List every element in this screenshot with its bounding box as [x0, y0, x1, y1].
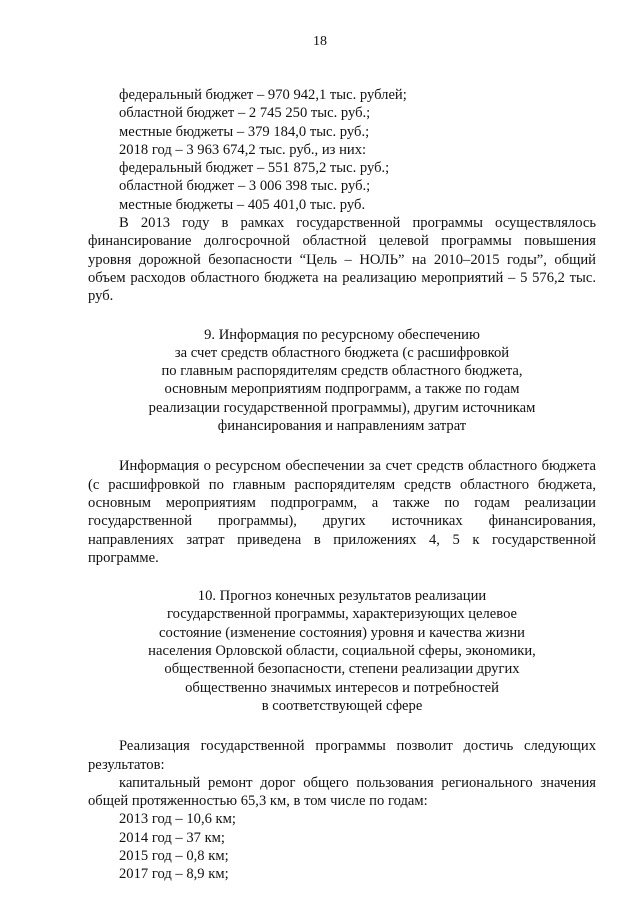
year-item: 2014 год – 37 км; [119, 829, 225, 846]
page-content [88, 86, 596, 884]
budget-list [88, 86, 596, 214]
budget-line: местные бюджеты – 379 184,0 тыс. руб.; [119, 123, 370, 140]
year-item: 2017 год – 8,9 км; [119, 866, 229, 883]
section-9-heading [88, 326, 596, 436]
heading-line: государственной программы, характеризующих целевое [166, 606, 518, 623]
heading-line: общественно значимых интересов и потребностей [185, 679, 499, 696]
budget-line: 2018 год – 3 963 674,2 тыс. руб., из них: [119, 141, 367, 158]
budget-line: федеральный бюджет – 970 942,1 тыс. рублей; [119, 87, 407, 103]
budget-line: областной бюджет – 2 745 250 тыс. руб.; [119, 105, 371, 122]
budget-line: федеральный бюджет – 551 875,2 тыс. руб.; [119, 160, 390, 177]
paragraph-2013: В 2013 году в рамках государственной программы осуществлялось финансирование долгосрочной областной целевой программы повышения уровня дорожной безопасности “Цель – НОЛЬ” на 2010–2015 годы”, общий объем расходов областного бюджета на реализацию мероприятий – 5 576,2 тыс. руб. [88, 215, 596, 305]
heading-line: общественной безопасности, степени реализации других [164, 661, 520, 678]
section-10-repair-text: капитальный ремонт дорог общего пользования регионального значения общей протяженностью 65,3 км, в том числе по годам: [88, 774, 596, 810]
heading-line: по главным распорядителям средств областного бюджета, [161, 363, 523, 380]
year-item: 2015 год – 0,8 км; [119, 847, 229, 864]
heading-line: за счет средств областного бюджета (с расшифровкой [174, 344, 510, 361]
heading-line: состояние (изменение состояния) уровня и качества жизни [159, 624, 525, 641]
section-9-text: Информация о ресурсном обеспечении за счет средств областного бюджета (с расшифровкой по главным распорядителям средств областного бюджета, основным мероприятиям подпрограмм, а также по годам реализации государственной программы), других источниках финансирования, направлениях затрат приведена в приложениях 4, 5 к государственной программе. [88, 458, 596, 566]
budget-line: областной бюджет – 3 006 398 тыс. руб.; [119, 178, 371, 195]
year-item: 2013 год – 10,6 км; [119, 811, 236, 828]
heading-line: 9. Информация по ресурсному обеспечению [204, 326, 480, 343]
heading-line: населения Орловской области, социальной сферы, экономики, [148, 643, 536, 660]
heading-line: в соответствующей сфере [261, 697, 423, 714]
years-list [88, 810, 596, 883]
page-number: 18 [313, 34, 327, 49]
heading-line: реализации государственной программы), другим источникам [148, 399, 536, 416]
section-10-heading [88, 587, 596, 715]
heading-line: 10. Прогноз конечных результатов реализации [197, 588, 487, 605]
heading-line: основным мероприятиям подпрограмм, а также по годам [164, 381, 520, 398]
budget-line: местные бюджеты – 405 401,0 тыс. руб. [119, 196, 366, 213]
section-10-intro: Реализация государственной программы позволит достичь следующих результатов: [88, 738, 596, 773]
heading-line: финансирования и направлениям затрат [217, 418, 467, 435]
